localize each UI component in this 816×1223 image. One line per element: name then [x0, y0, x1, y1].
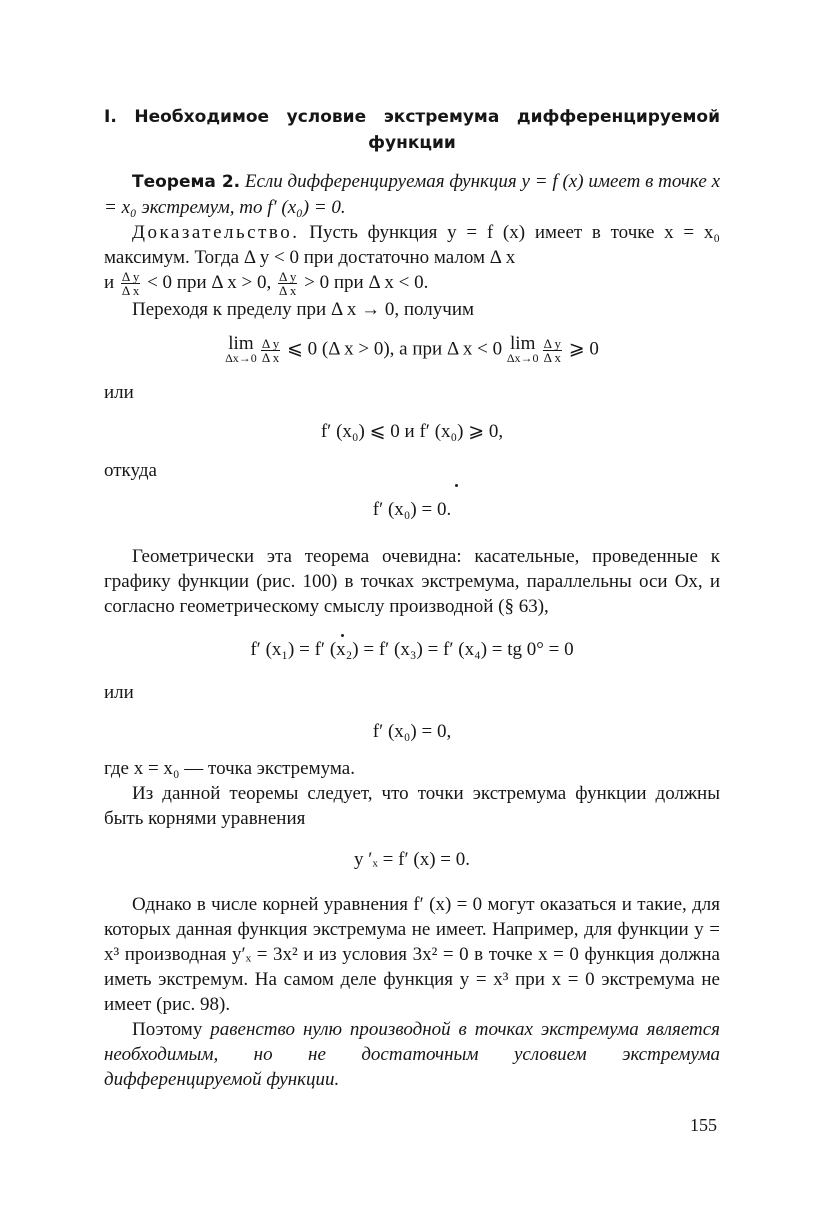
formula-derivative-zero-2: f′ (x₀) = 0,	[372, 721, 452, 743]
conclusion-italic: равенство нулю производной в точках экстремума является необходимым, но не достаточным условием экстремума дифференцируемой функции.	[104, 1019, 720, 1091]
limit-fraction-2	[543, 337, 562, 364]
word-or-1: или	[104, 382, 134, 404]
proof-fractions-line	[104, 270, 720, 297]
proof-text: Пусть функция y = f (x) имеет в точке x = x₀ максимум. Тогда Δ y < 0 при достаточно малом Δ x	[104, 222, 720, 268]
conjunction-and: и	[104, 272, 115, 293]
page-number: 155	[690, 1115, 717, 1135]
fraction-denominator: Δ x	[279, 283, 297, 299]
print-speck	[341, 634, 344, 637]
section-heading: I. Необходимое условие экстремума дифференцируемой	[104, 107, 720, 127]
conclusion-lead: Поэтому	[132, 1019, 203, 1041]
fraction-denominator: Δ x	[543, 349, 561, 365]
conclusion-paragraph	[104, 1017, 720, 1092]
limit-1	[225, 333, 257, 366]
section-heading-continued: функции	[368, 133, 456, 153]
word-whence: откуда	[104, 460, 157, 482]
theorem-paragraph	[104, 169, 720, 220]
limit-fraction-1	[261, 337, 280, 364]
where-line: где x = x₀ — точка экстремума.	[104, 758, 355, 780]
formula-tangent: f′ (x₁) = f′ (x₂) = f′ (x₃) = f′ (x₄) = tg 0° = 0	[250, 639, 574, 661]
follows-paragraph: Из данной теоремы следует, что точки экстремума функции должны быть корнями уравнения	[104, 783, 720, 830]
lim-subscript: Δx→0	[225, 351, 257, 366]
limit-formula	[104, 333, 720, 366]
fraction-numerator: Δ y	[543, 335, 561, 351]
condition-2: > 0 при Δ x < 0.	[304, 272, 429, 293]
word-or-2: или	[104, 682, 134, 704]
proof-label: Доказательство.	[132, 222, 300, 243]
fraction-dy-dx-2	[278, 270, 297, 297]
geometric-paragraph: Геометрически эта теорема очевидна: касательные, проведенные к графику функции (рис. 100) в точках экстремума, параллельны оси Ox, и согласно геометрическому смыслу производной (§ 63),	[104, 546, 720, 618]
fraction-numerator: Δ y	[279, 269, 297, 285]
lim-word: lim	[228, 333, 254, 355]
fraction-numerator: Δ y	[121, 269, 140, 285]
fraction-denominator: Δ x	[261, 349, 280, 365]
fraction-denominator: Δ x	[121, 283, 140, 299]
limit-2	[506, 333, 539, 366]
theorem-label: Теорема 2.	[132, 172, 241, 192]
condition-1: < 0 при Δ x > 0,	[147, 272, 272, 293]
however-paragraph: Однако в числе корней уравнения f′ (x) = 0 могут оказаться и такие, для которых данная функция экстремума не имеет. Например, для функции y = x³ производная y′ₓ = 3x² и из условия 3x² = 0 в точке x = 0 функция должна иметь экстремум. На самом деле функция y = x³ при x = 0 экстремума не имеет (рис. 98).	[104, 894, 720, 1016]
print-speck	[455, 484, 458, 487]
limit-condition: ⩽ 0 (Δ x > 0), а при Δ x < 0	[286, 338, 503, 360]
lim-subscript: Δx→0	[506, 351, 539, 366]
lim-word: lim	[510, 333, 536, 355]
page-content	[104, 104, 720, 1092]
proof-paragraph	[104, 220, 720, 270]
formula-inequalities: f′ (x₀) ⩽ 0 и f′ (x₀) ⩾ 0,	[320, 421, 504, 443]
limit-intro: Переходя к пределу при Δ x → 0, получим	[132, 299, 475, 321]
limit-result: ⩾ 0	[568, 338, 599, 360]
theorem-statement: Если дифференцируемая функция y = f (x) имеет в точке x = x₀ экстремум, то f′ (x₀) = 0.	[104, 171, 720, 218]
fraction-dy-dx-1	[121, 270, 140, 297]
formula-derivative-zero: f′ (x₀) = 0.	[372, 499, 452, 521]
fraction-numerator: Δ y	[261, 335, 280, 351]
formula-root-equation: y ′ₓ = f′ (x) = 0.	[354, 849, 470, 871]
